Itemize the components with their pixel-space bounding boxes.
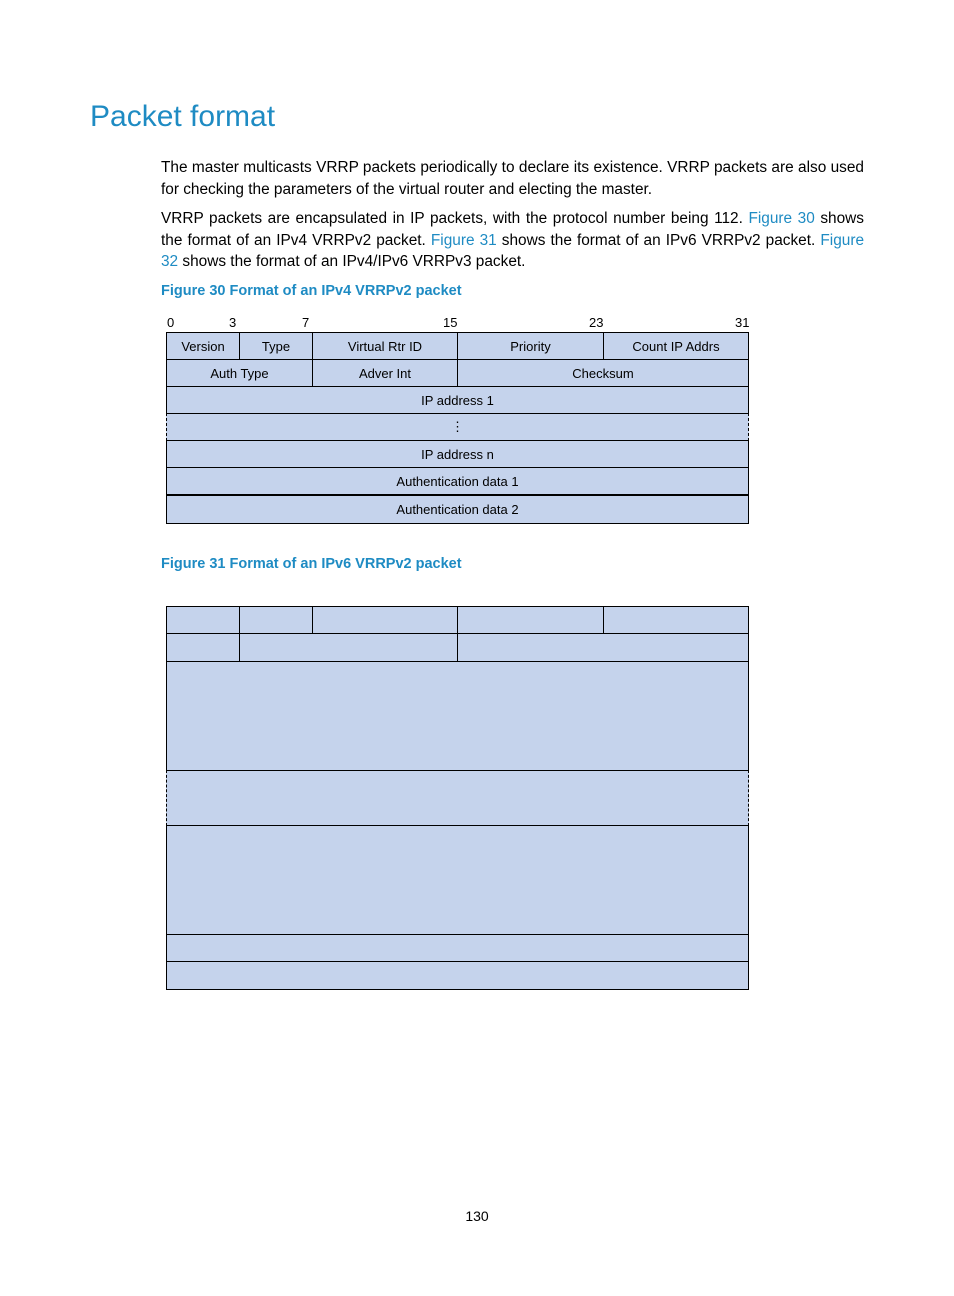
figure-31-link[interactable]: Figure 31 [430,231,497,249]
figure-30-caption: Figure 30 Format of an IPv4 VRRPv2 packet [161,283,462,299]
section-heading: Packet format [90,100,276,133]
field-adver-int: Adver Int [312,359,458,387]
field-ip-address-n: IP address n [166,440,749,468]
field-virtual-rtr-id: Virtual Rtr ID [312,332,458,360]
field-type-ipv6 [239,606,313,634]
field-adver-int-ipv6 [239,633,458,662]
field-priority-ipv6 [457,606,604,634]
field-count-ip-addrs: Count IP Addrs [603,332,749,360]
field-ipv6-address-1 [166,661,749,771]
field-checksum-ipv6 [457,633,749,662]
field-ipv6-auth-data-2 [166,961,749,990]
bit-number: 31 [735,315,750,330]
field-priority: Priority [457,332,604,360]
field-auth-type: Auth Type [166,359,313,387]
figure-31-caption: Figure 31 Format of an IPv6 VRRPv2 packet [161,556,462,572]
figure-32-link[interactable]: Figure 32 [161,231,864,270]
bit-number: 15 [443,315,458,330]
page-number: 130 [465,1208,489,1224]
field-ip-address-1: IP address 1 [166,386,749,414]
intro-paragraph: The master multicasts VRRP packets periodically to declare its existence. VRRP packets are also used for checking the parameters of the virtual router and electing the master. [161,159,864,198]
encapsulation-paragraph [161,208,864,273]
field-version: Version [166,332,240,360]
para-text: shows the format of an IPv4 VRRPv2 packet. [161,210,864,249]
field-ipv6-ellipsis [166,770,749,826]
field-type: Type [239,332,313,360]
field-checksum: Checksum [457,359,749,387]
field-ipv6-address-n [166,825,749,935]
field-auth-type-ipv6 [166,633,240,662]
bit-number: 7 [302,315,310,330]
bit-number: 23 [589,315,604,330]
para-text: shows the format of an IPv4/IPv6 VRRPv3 packet. [178,253,526,270]
field-version-ipv6 [166,606,240,634]
para-text: shows the format of an IPv6 VRRPv2 packet. [496,231,821,249]
bit-number: 0 [167,315,175,330]
field-count-ip-addrs-ipv6 [603,606,749,634]
bit-number: 3 [229,315,237,330]
para-text: VRRP packets are encapsulated in IP packets, with the protocol number being 112. [161,210,749,227]
field-ellipsis: ⋮ [166,413,749,441]
field-ipv6-auth-data-1 [166,934,749,962]
field-auth-data-1: Authentication data 1 [166,467,749,495]
field-virtual-rtr-id-ipv6 [312,606,458,634]
field-auth-data-2: Authentication data 2 [166,495,749,524]
figure-30-link[interactable]: Figure 30 [748,210,815,227]
